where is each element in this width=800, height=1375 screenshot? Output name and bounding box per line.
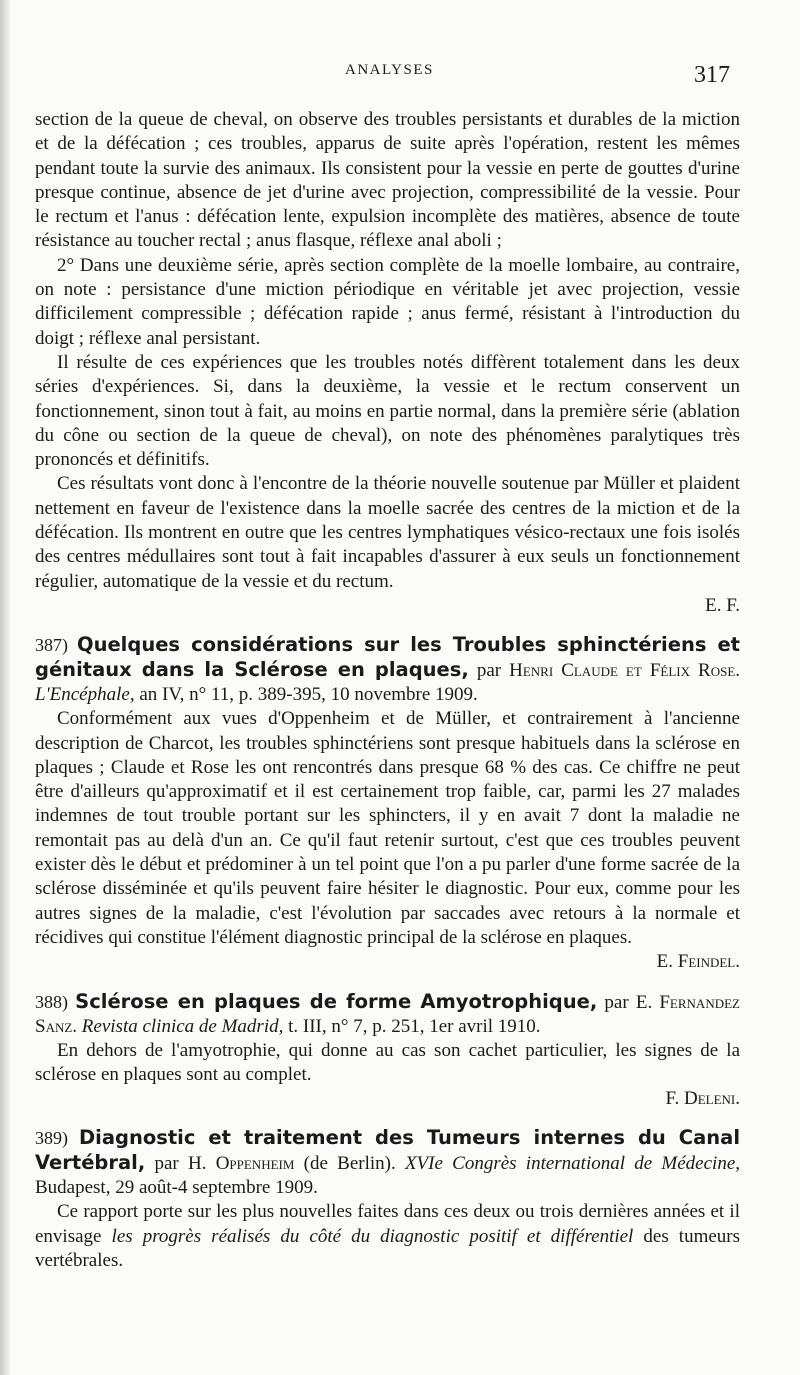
entry-journal: XVIe Congrès international de Médecine, bbox=[404, 1153, 740, 1175]
entry-authors: H. Oppenheim bbox=[187, 1153, 295, 1175]
entry-journal: L'Encéphale, bbox=[35, 684, 135, 706]
entry-389 bbox=[35, 1126, 740, 1273]
entry-body-end: des tumeurs vertébrales. bbox=[35, 1225, 740, 1271]
page-body bbox=[35, 108, 740, 1273]
intro-paragraph-2: 2° Dans une deuxième série, après section complète de la moelle lombaire, au contraire, on note : persistance d'une miction périodique en véritable jet avec projection, vessie difficilement compressible ; défécation rapide ; anus fermé, résistant à l'introduction du doigt ; réflexe anal persistant. bbox=[35, 254, 740, 349]
entry-authors: Henri Claude et Félix Rose. bbox=[509, 660, 741, 682]
entry-title: Diagnostic et traitement des Tumeurs internes du Canal Vertébral, bbox=[35, 1126, 741, 1175]
entry-by: par bbox=[476, 660, 502, 682]
entry-number: 388) bbox=[35, 991, 68, 1012]
page-number: 317 bbox=[694, 62, 730, 88]
entry-heading bbox=[35, 633, 740, 707]
entry-body-italic: les progrès réalisés du côté du diagnostic positif et différentiel bbox=[111, 1225, 634, 1247]
entry-387 bbox=[35, 633, 740, 974]
entry-number: 387) bbox=[35, 635, 68, 656]
entry-reference: t. III, n° 7, p. 251, 1er avril 1910. bbox=[288, 1015, 541, 1037]
page-binding-shadow bbox=[0, 0, 10, 1375]
entry-authors: E. Fernandez Sanz. bbox=[35, 991, 740, 1037]
running-title: ANALYSES bbox=[345, 62, 434, 78]
entry-body bbox=[35, 1200, 740, 1273]
entry-by: par bbox=[154, 1153, 179, 1175]
entry-388 bbox=[35, 990, 740, 1112]
entry-signature bbox=[35, 950, 740, 974]
entry-body: En dehors de l'amyotrophie, qui donne au cas son cachet particulier, les signes de la sclérose en plaques sont au complet. bbox=[35, 1039, 740, 1085]
entry-title: Quelques considérations sur les Troubles sphinctériens et génitaux dans la Sclérose en plaques, bbox=[35, 633, 741, 682]
intro-paragraph-1: section de la queue de cheval, on observe des troubles persistants et durables de la miction et de la défécation ; ces troubles, apparus de suite après l'opération, restent les mêmes pendant toute la survie des animaux. Ils consistent pour la vessie en perte de gouttes d'urine presque continue, absence de jet d'urine avec projection, compressibilité de la vessie. Pour le rectum et l'anus : défécation lente, expulsion incomplète des matières, absence de toute résistance au toucher rectal ; anus flasque, réflexe anal aboli ; bbox=[35, 109, 740, 252]
intro-paragraph-3: Il résulte de ces expériences que les troubles notés diffèrent totalement dans les deux séries d'expériences. Si, dans la deuxième, la vessie et le rectum conservent un fonctionnement, sinon tout à fait, au moins en partie normal, dans la première série (ablation du cône ou section de la queue de cheval), on note des phénomènes paralytiques très prononcés et définitifs. bbox=[35, 351, 740, 471]
entry-reference: an IV, n° 11, p. 389-395, 10 novembre 1909. bbox=[139, 684, 478, 706]
entry-body: Conformément aux vues d'Oppenheim et de Müller, et contrairement à l'ancienne description de Charcot, les troubles sphinctériens sont presque habituels dans la sclérose en plaques ; Claude et Rose les ont rencontrés dans presque 68 % des cas. Ce chiffre ne peut être d'ailleurs qu'approximatif et il est certainement trop faible, car, parmi les 27 malades indemnes de tout trouble portant sur les sphincters, il y en avait 7 dont la maladie ne remontait pas au delà d'un an. Ce qu'il faut retenir surtout, c'est que ces troubles peuvent exister dès le début et prédominer à un tel point que l'on a pu parler d'une forme sacrée de la sclérose disséminée et qu'ils peuvent faire hésiter le diagnostic. Pour eux, comme pour les autres signes de la maladie, c'est l'évolution par saccades avec retours à la normale et récidives qui constitue l'élément diagnostic principal de la sclérose en plaques. bbox=[35, 708, 740, 948]
entry-by: par bbox=[604, 991, 629, 1013]
signature-text: E. Feindel. bbox=[656, 951, 740, 973]
signature-text: E. F. bbox=[705, 594, 740, 616]
entry-heading bbox=[35, 1126, 740, 1200]
signature-text: F. Deleni. bbox=[665, 1088, 740, 1110]
entry-body-start: Ce rapport porte sur les plus nouvelles faites dans ces deux ou trois dernières années et il envisage bbox=[35, 1201, 740, 1247]
intro-signature bbox=[35, 594, 740, 618]
entry-heading bbox=[35, 990, 740, 1039]
entry-title: Sclérose en plaques de forme Amyotrophique, bbox=[75, 989, 598, 1013]
intro-paragraph-4: Ces résultats vont donc à l'encontre de la théorie nouvelle soutenue par Müller et plaident nettement en faveur de l'existence dans la moelle sacrée des centres de la miction et de la défécation. Ils montrent en outre que les centres lymphatiques vésico-rectaux une fois isolés des centres médullaires sont tout à fait incapables d'assurer à eux seuls un fonctionnement régulier, automatique de la vessie et du rectum. bbox=[35, 473, 740, 592]
entry-reference: Budapest, 29 août-4 septembre 1909. bbox=[35, 1177, 318, 1199]
entry-place: (de Berlin). bbox=[303, 1153, 396, 1175]
entry-journal: Revista clinica de Madrid, bbox=[81, 1015, 284, 1037]
entry-signature bbox=[35, 1087, 740, 1111]
entry-number: 389) bbox=[35, 1128, 68, 1149]
